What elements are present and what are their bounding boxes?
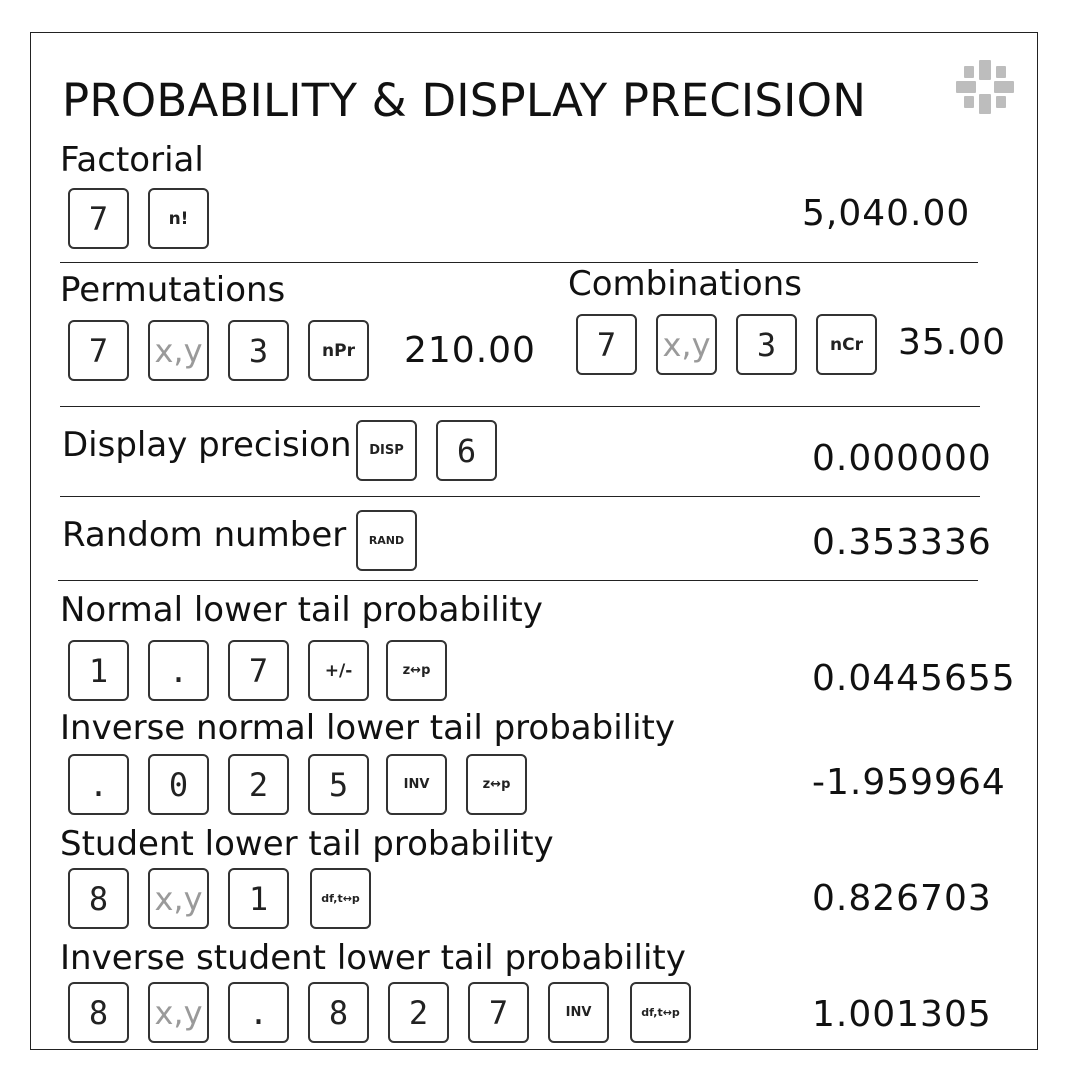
key-xy[interactable]: x,y — [148, 320, 209, 381]
random-number-label: Random number — [62, 515, 347, 555]
factorial-result: 5,040.00 — [802, 193, 971, 234]
key-7[interactable]: 7 — [228, 640, 289, 701]
key-decimal[interactable]: . — [148, 640, 209, 701]
key-npr[interactable]: nPr — [308, 320, 369, 381]
key-disp[interactable]: DISP — [356, 420, 417, 481]
key-change-sign[interactable]: +/- — [308, 640, 369, 701]
key-xy[interactable]: x,y — [148, 868, 209, 929]
asterisk-logo-icon — [954, 58, 1016, 116]
key-0[interactable]: 0 — [148, 754, 209, 815]
student-lower-label: Student lower tail probability — [60, 824, 554, 864]
inverse-normal-lower-label: Inverse normal lower tail probability — [60, 708, 676, 748]
factorial-label: Factorial — [60, 140, 204, 180]
student-lower-result: 0.826703 — [812, 878, 992, 919]
normal-lower-label: Normal lower tail probability — [60, 590, 543, 630]
inverse-student-lower-label: Inverse student lower tail probability — [60, 938, 686, 978]
key-2[interactable]: 2 — [228, 754, 289, 815]
divider — [58, 580, 978, 581]
key-decimal[interactable]: . — [228, 982, 289, 1043]
display-precision-label: Display precision — [62, 425, 352, 465]
key-xy[interactable]: x,y — [148, 982, 209, 1043]
key-z-p[interactable]: z↔p — [466, 754, 527, 815]
key-factorial[interactable]: n! — [148, 188, 209, 249]
key-2[interactable]: 2 — [388, 982, 449, 1043]
permutations-label: Permutations — [60, 270, 286, 310]
page-title: PROBABILITY & DISPLAY PRECISION — [62, 74, 867, 127]
key-1[interactable]: 1 — [68, 640, 129, 701]
key-8[interactable]: 8 — [68, 982, 129, 1043]
combinations-result: 35.00 — [898, 322, 1007, 363]
inverse-normal-lower-result: -1.959964 — [812, 762, 1006, 803]
key-7[interactable]: 7 — [468, 982, 529, 1043]
permutations-result: 210.00 — [404, 330, 536, 371]
key-1[interactable]: 1 — [228, 868, 289, 929]
key-3[interactable]: 3 — [736, 314, 797, 375]
divider — [60, 406, 980, 407]
key-7[interactable]: 7 — [68, 320, 129, 381]
key-5[interactable]: 5 — [308, 754, 369, 815]
key-3[interactable]: 3 — [228, 320, 289, 381]
display-precision-result: 0.000000 — [812, 438, 992, 479]
key-8[interactable]: 8 — [68, 868, 129, 929]
key-7[interactable]: 7 — [576, 314, 637, 375]
divider — [60, 496, 980, 497]
key-ncr[interactable]: nCr — [816, 314, 877, 375]
key-xy[interactable]: x,y — [656, 314, 717, 375]
key-8[interactable]: 8 — [308, 982, 369, 1043]
key-df-t-p[interactable]: df,t↔p — [630, 982, 691, 1043]
key-decimal[interactable]: . — [68, 754, 129, 815]
divider — [60, 262, 978, 263]
key-inv[interactable]: INV — [386, 754, 447, 815]
combinations-label: Combinations — [568, 264, 802, 304]
key-7[interactable]: 7 — [68, 188, 129, 249]
key-rand[interactable]: RAND — [356, 510, 417, 571]
key-inv[interactable]: INV — [548, 982, 609, 1043]
key-df-t-p[interactable]: df,t↔p — [310, 868, 371, 929]
key-z-p[interactable]: z↔p — [386, 640, 447, 701]
key-6[interactable]: 6 — [436, 420, 497, 481]
random-number-result: 0.353336 — [812, 522, 992, 563]
normal-lower-result: 0.0445655 — [812, 658, 1016, 699]
inverse-student-lower-result: 1.001305 — [812, 994, 992, 1035]
